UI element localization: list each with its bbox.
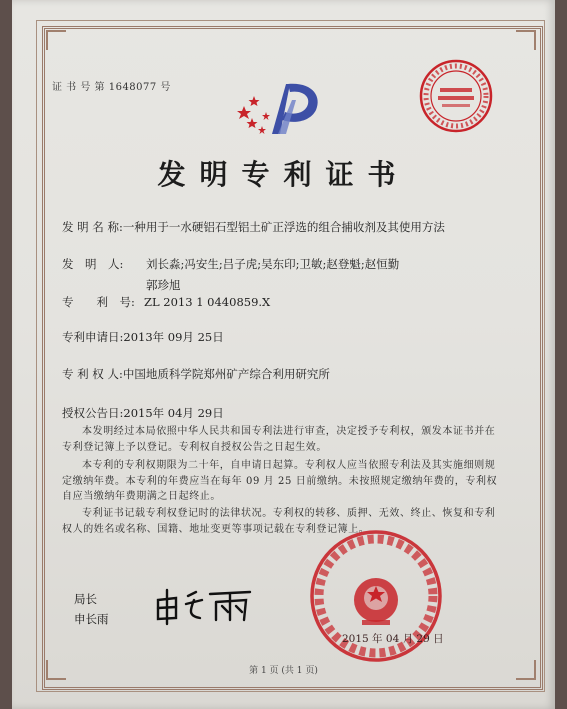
inventor-value: 刘长淼;冯安生;吕子虎;吴东印;卫敏;赵登魁;赵恒勤 <box>146 257 400 271</box>
inventor-label: 发 明 人: <box>62 257 124 271</box>
grant-date-label: 授权公告日: <box>62 406 124 420</box>
patentee-value: 中国地质科学院郑州矿产综合利用研究所 <box>122 367 330 381</box>
inventor-row <box>62 256 399 272</box>
page-title: 发明专利证书 <box>157 158 410 191</box>
statement-paragraph: 本发明经过本局依照中华人民共和国专利法进行审查，决定授予专利权，颁发本证书并在专利登记簿上予以登记。专利权自授权公告之日起生效。 <box>62 426 496 453</box>
patent-office-logo-icon <box>232 76 324 138</box>
invention-name-label: 发 明 名 称: <box>62 220 123 234</box>
corner-ornament <box>46 30 66 50</box>
filing-date-label: 专利申请日: <box>62 330 124 344</box>
corner-ornament <box>516 30 536 50</box>
record-paragraph: 专利证书记载专利权登记时的法律状况。专利权的转移、质押、无效、终止、恢复和专利权人的姓名或名称、国籍、地址变更等事项记载在专利登记簿上。 <box>62 508 496 535</box>
patentee-label: 专 利 权 人: <box>62 367 123 381</box>
certificate-number: 证 书 号 第 1648077 号 <box>52 82 171 93</box>
filing-date-value: 2013年 09月 25日 <box>123 330 224 344</box>
director-title: 局长 <box>74 592 97 606</box>
patent-number-row <box>62 294 270 310</box>
invention-name-row <box>62 219 445 235</box>
page-footer: 第 1 页 (共 1 页) <box>249 666 318 676</box>
invention-name-value: 一种用于一水硬铝石型铝土矿正浮选的组合捕收剂及其使用方法 <box>122 220 445 234</box>
term-paragraph: 本专利的专利权期限为二十年，自申请日起算。专利权人应当依照专利法及其实施细则规定缴纳年费。本专利的年费应当在每年 09 月 25 日前缴纳。未按照规定缴纳年费的，专利权自应当缴纳年费期满之日起终止。 <box>62 460 498 502</box>
inventor-value-continued: 郭珍旭 <box>146 278 181 292</box>
director-signature-icon <box>150 586 262 626</box>
director-name: 申长雨 <box>74 612 109 626</box>
printing-approval-seal-icon <box>418 58 494 134</box>
grant-date-row <box>62 405 224 421</box>
seal-date: 2015 年 04 月 29 日 <box>342 633 444 645</box>
grant-date-value: 2015年 04月 29日 <box>123 406 224 420</box>
filing-date-row <box>62 329 224 345</box>
patent-number-value: ZL 2013 1 0440859.X <box>144 295 271 309</box>
patentee-row <box>62 366 330 382</box>
patent-number-label: 专 利 号: <box>62 295 135 309</box>
